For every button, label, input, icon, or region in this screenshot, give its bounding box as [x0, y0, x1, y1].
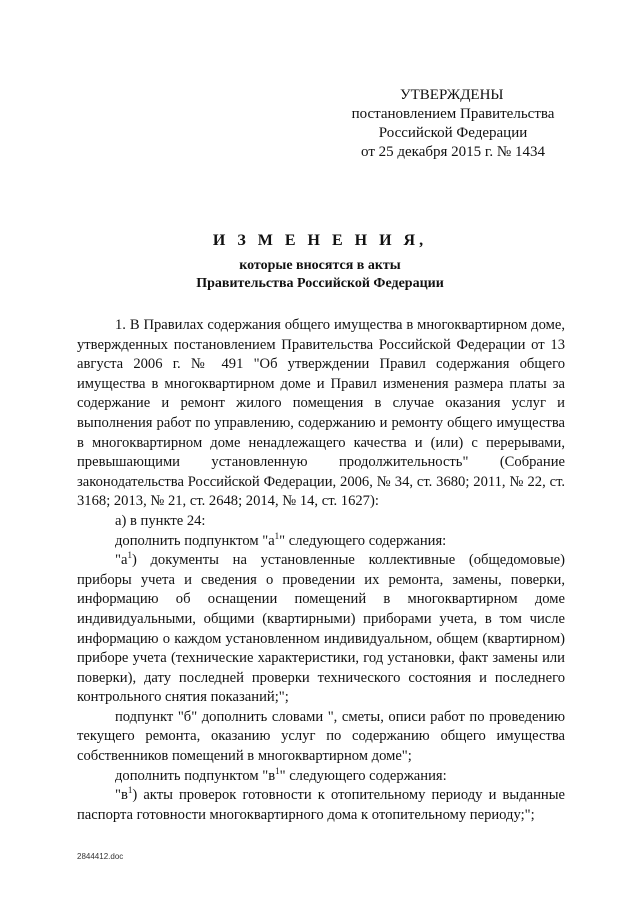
approval-line-3: от 25 декабря 2015 г. № 1434	[361, 144, 545, 160]
paragraph-7-text-b: ) акты проверок готовности к отопительному периоду и выданные паспорта готовности многоквартирного дома к отопительному периоду;";	[77, 787, 565, 823]
paragraph-7	[77, 786, 565, 825]
paragraph-4-text-a: "а	[115, 552, 128, 569]
approval-line-2: Российской Федерации	[378, 125, 528, 141]
document-subtitle-1: которые вносятся в акты	[239, 258, 401, 273]
paragraph-6-text-a: дополнить подпунктом "в	[115, 767, 276, 784]
paragraph-3	[77, 532, 565, 552]
approval-block	[338, 86, 568, 162]
paragraph-6-sup: 1	[275, 765, 280, 776]
paragraph-6-text-b: " следующего содержания:	[279, 767, 447, 784]
paragraph-3-sup: 1	[274, 530, 280, 541]
document-body	[77, 316, 565, 825]
paragraph-7-sup: 1	[127, 785, 133, 796]
approval-title: УТВЕРЖДЕНЫ	[400, 87, 504, 103]
paragraph-5: подпункт "б" дополнить словами ", сметы, описи работ по проведению текущего ремонта, оказанию услуг по содержанию общего имущества собственников помещений в многоквартирном доме";	[77, 708, 565, 765]
paragraph-2: а) в пункте 24:	[115, 512, 206, 529]
paragraph-4-text-b: ) документы на установленные коллективные (общедомовые) приборы учета и сведения о проведении их ремонта, замены, поверки, информацию об оснащении помещений в многоквартирном доме индивидуальными, общими (квартирными) приборами учета, в том числе информацию о каждом установленном индивидуальном, общем (квартирном) приборе учета (технические характеристики, год установки, факт замены или поверки), дату последней проверки технического состояния и последнего контрольного снятия показаний;";	[77, 552, 565, 706]
file-name-footer: 2844412.doc	[77, 852, 124, 861]
paragraph-3-text-b: " следующего содержания:	[279, 532, 447, 549]
paragraph-7-text-a: "в	[115, 787, 128, 804]
paragraph-3-text-a: дополнить подпунктом "а	[115, 532, 275, 549]
approval-line-1: постановлением Правительства	[351, 106, 555, 122]
paragraph-1: 1. В Правилах содержания общего имущества в многоквартирном доме, утвержденных постановлением Правительства Российской Федерации от 13 августа 2006 г. № 491 "Об утверждении Правил содержания общего имущества в многоквартирном доме и Правил изменения размера платы за содержание и ремонт жилого помещения в случае оказания услуг и выполнения работ по управлению, содержанию и ремонту общего имущества в многоквартирном доме ненадлежащего качества и (или) с перерывами, превышающими установленную продолжительность" (Собрание законодательства Российской Федерации, 2006, № 34, ст. 3680; 2011, № 22, ст. 3168; 2013, № 21, ст. 2648; 2014, № 14, ст. 1627):	[77, 317, 565, 510]
document-title: И З М Е Н Е Н И Я,	[212, 232, 428, 249]
paragraph-6	[77, 767, 565, 787]
paragraph-4	[77, 551, 565, 708]
document-heading	[60, 231, 580, 293]
document-subtitle-2: Правительства Российской Федерации	[196, 276, 444, 291]
paragraph-4-sup: 1	[127, 550, 132, 561]
